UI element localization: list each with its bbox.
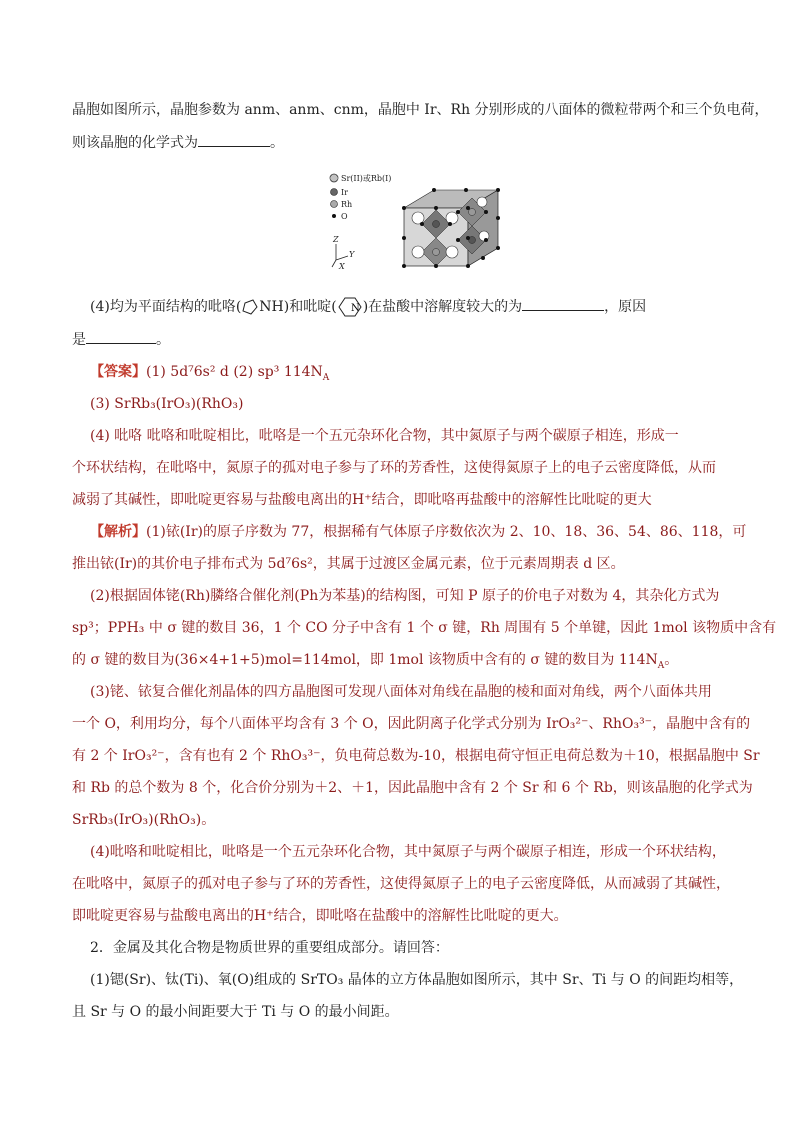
text: (4)均为平面结构的吡咯( <box>90 299 242 315</box>
question-4-line-2 <box>72 329 170 350</box>
answer-line-3 <box>90 426 679 446</box>
text: (4) 吡咯 吡咯和吡啶相比，吡咯是一个五元杂环化合物，其中氮原子与两个碳原子相连，形成一 <box>90 428 679 444</box>
answer-line-2 <box>90 394 244 414</box>
analysis-line-1 <box>90 522 746 542</box>
analysis-line-8 <box>72 746 760 766</box>
figure-legend <box>330 173 391 221</box>
text: )在盐酸中溶解度较大的为 <box>362 299 523 315</box>
text: 晶胞如图所示，晶胞参数为 anm、anm、cnm，晶胞中 Ir、Rh 分别形成的八面体的微粒带两个和三个负电荷， <box>72 102 769 118</box>
text: 减弱了其碱性，即吡啶更容易与盐酸电离出的H⁺结合，即吡咯再盐酸中的溶解性比吡啶的更大 <box>72 492 652 508</box>
question-2-line-1 <box>90 970 743 990</box>
text: 推出铱(Ir)的其价电子排布式为 5d⁷6s²，其属于过渡区金属元素，位于元素周期表 d 区。 <box>72 556 625 572</box>
analysis-line-13 <box>72 906 568 926</box>
text: 和 Rb 的总个数为 8 个，化合价分别为＋2、＋1，因此晶胞中含有 2 个 Sr 和 6 个 Rb，则该晶胞的化学式为 <box>72 780 753 796</box>
analysis-line-11 <box>90 842 726 862</box>
analysis-tag: 【解析】 <box>90 524 146 540</box>
axis-z: Z <box>333 235 339 244</box>
answer-blank[interactable] <box>522 296 604 311</box>
analysis-line-6 <box>90 682 712 702</box>
legend-sr-rb: Sr(II)或Rb(I) <box>341 174 392 183</box>
analysis-line-3 <box>90 586 719 606</box>
unit-cell-drawing <box>402 188 500 268</box>
analysis-line-4 <box>72 618 776 638</box>
pyrrole-ring-icon <box>241 297 259 317</box>
text: (1) 5d⁷6s² d (2) sp³ 114N <box>146 364 323 380</box>
axes-indicator <box>332 235 355 271</box>
text: 是 <box>72 332 86 348</box>
text: 2．金属及其化合物是物质世界的重要组成部分。请回答： <box>90 940 449 956</box>
text: (3) SrRb₃(IrO₃)(RhO₃) <box>90 396 244 412</box>
answer-blank[interactable] <box>198 132 270 147</box>
answer-blank[interactable] <box>86 329 156 344</box>
text: (2)根据固体铑(Rh)膦络合催化剂(Ph为苯基)的结构图，可知 P 原子的价电子对数为 4，其杂化方式为 <box>90 588 720 604</box>
text: 则该晶胞的化学式为 <box>72 135 198 151</box>
text: 。 <box>156 332 170 348</box>
legend-rh: Rh <box>341 200 353 209</box>
analysis-line-7 <box>72 714 750 734</box>
answer-line-1 <box>90 362 329 382</box>
text: 的 σ 键的数目为(36×4+1+5)mol=114mol，即 1mol 该物质中含有的 σ 键的数目为 114N <box>72 652 658 668</box>
text: (3)铑、铱复合催化剂晶体的四方晶胞图可发现八面体对角线在晶胞的棱和面对角线，两个八面体共用 <box>90 684 712 700</box>
axis-y: Y <box>349 250 355 259</box>
paragraph-line <box>72 100 769 120</box>
subscript: A <box>322 372 330 383</box>
analysis-line-2 <box>72 554 625 574</box>
legend-ir: Ir <box>341 188 348 197</box>
text: 一个 O，利用均分，每个八面体平均含有 3 个 O，因此阴离子化学式分别为 IrO₃²⁻、RhO₃³⁻，晶胞中含有的 <box>72 716 751 732</box>
pyrrole-nh-label: NH <box>259 299 284 315</box>
text: )和吡啶( <box>283 299 337 315</box>
text: 在吡咯中，氮原子的孤对电子参与了环的芳香性，这使得氮原子上的电子云密度降低，从而减弱了其碱性， <box>72 876 730 892</box>
analysis-line-9 <box>72 778 753 798</box>
analysis-line-10 <box>72 810 215 830</box>
axis-x: X <box>339 262 345 271</box>
analysis-line-12 <box>72 874 730 894</box>
analysis-line-5 <box>72 650 678 670</box>
text: 。 <box>664 652 679 668</box>
text: (4)吡咯和吡啶相比，吡咯是一个五元杂环化合物，其中氮原子与两个碳原子相连，形成一个环状结构， <box>90 844 726 860</box>
answer-tag: 【答案】 <box>90 364 146 380</box>
text: 有 2 个 IrO₃²⁻，含有也有 2 个 RhO₃³⁻，负电荷总数为-10，根据电荷守恒正电荷总数为＋10，根据晶胞中 Sr <box>72 748 760 764</box>
legend-o: O <box>341 212 348 221</box>
text: 个环状结构，在吡咯中，氮原子的孤对电子参与了环的芳香性，这使得氮原子上的电子云密度降低，从而 <box>72 460 716 476</box>
pyridine-n-label: N <box>350 303 360 314</box>
crystal-structure-figure <box>326 168 506 272</box>
text: 即吡啶更容易与盐酸电离出的H⁺结合，即吡咯在盐酸中的溶解性比吡啶的更大。 <box>72 908 568 924</box>
text: sp³；PPH₃ 中 σ 键的数目 36，1 个 CO 分子中含有 1 个 σ 键，Rh 周围有 5 个单键，因此 1mol 该物质中含有 <box>72 620 777 636</box>
question-2-heading <box>90 938 449 958</box>
answer-line-5 <box>72 490 652 510</box>
subscript: A <box>657 660 665 671</box>
text: SrRb₃(IrO₃)(RhO₃)。 <box>72 812 216 828</box>
pyridine-ring-icon <box>337 296 363 318</box>
question-4-line-1 <box>90 296 646 318</box>
answer-line-4 <box>72 458 716 478</box>
text: 。 <box>270 135 284 151</box>
text: ，原因 <box>604 299 647 315</box>
text: (1)锶(Sr)、钛(Ti)、氧(O)组成的 SrTO₃ 晶体的立方体晶胞如图所示，其中 Sr、Ti 与 O 的间距均相等， <box>90 972 744 988</box>
paragraph-line <box>72 132 284 153</box>
text: (1)铱(Ir)的原子序数为 77，根据稀有气体原子序数依次为 2、10、18、36、54、86、118，可 <box>146 524 747 540</box>
text: 且 Sr 与 O 的最小间距要大于 Ti 与 O 的最小间距。 <box>72 1004 399 1020</box>
question-2-line-2 <box>72 1002 399 1022</box>
